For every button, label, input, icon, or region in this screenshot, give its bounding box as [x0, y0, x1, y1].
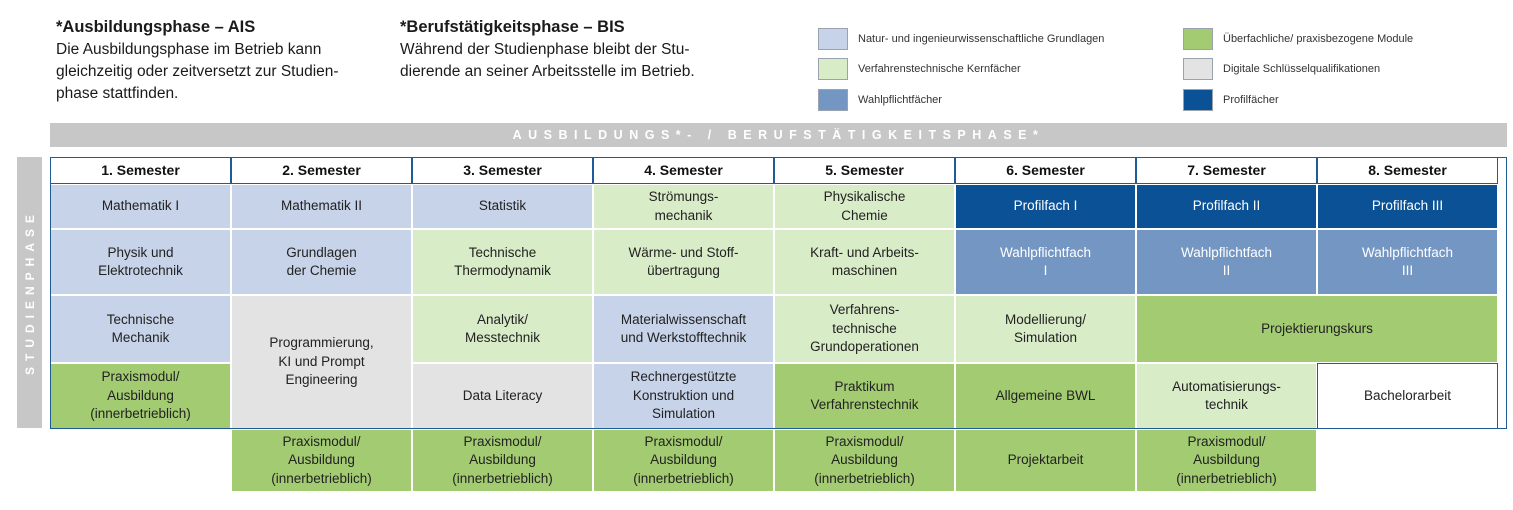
module-mathematik-2: Mathematik II	[231, 184, 412, 229]
module-praxismodul-4: Praxismodul/ Ausbildung (innerbetrieblich)	[593, 429, 774, 492]
module-automatisierungstechnik: Automatisierungs- technik	[1136, 363, 1317, 429]
module-praxismodul-2: Praxismodul/ Ausbildung (innerbetrieblich)	[231, 429, 412, 492]
module-programmierung: Programmierung, KI und Prompt Engineering	[231, 295, 412, 429]
legend-label: Wahlpflichtfächer	[858, 94, 942, 106]
module-modellierung: Modellierung/ Simulation	[955, 295, 1136, 363]
module-allgemeine-bwl: Allgemeine BWL	[955, 363, 1136, 429]
module-analytik: Analytik/ Messtechnik	[412, 295, 593, 363]
phase-bar: AUSBILDUNGS*- / BERUFSTÄTIGKEITSPHASE*	[50, 123, 1507, 147]
module-praktikum: Praktikum Verfahrenstechnik	[774, 363, 955, 429]
module-materialwissenschaft: Materialwissenschaft und Werkstofftechnik	[593, 295, 774, 363]
module-wahlpflicht-3: Wahlpflichtfach III	[1317, 229, 1498, 295]
legend-swatch	[1183, 58, 1213, 80]
module-grundoperationen: Verfahrens- technische Grundoperationen	[774, 295, 955, 363]
module-wahlpflicht-1: Wahlpflichtfach I	[955, 229, 1136, 295]
legend-swatch	[1183, 89, 1213, 111]
legend-label: Profilfächer	[1223, 94, 1279, 106]
semester-header-4: 4. Semester	[593, 157, 774, 184]
legend-item-digital	[1183, 57, 1380, 81]
module-statistik: Statistik	[412, 184, 593, 229]
legend-swatch	[818, 89, 848, 111]
semester-header-8: 8. Semester	[1317, 157, 1498, 184]
semester-header-1: 1. Semester	[50, 157, 231, 184]
legend-item-ueberfachlich	[1183, 27, 1413, 51]
module-praxismodul-5: Praxismodul/ Ausbildung (innerbetrieblich)	[774, 429, 955, 492]
module-wahlpflicht-2: Wahlpflichtfach II	[1136, 229, 1317, 295]
legend-label: Überfachliche/ praxisbezogene Module	[1223, 33, 1414, 45]
module-rechnergestuetzte-konstruktion: Rechnergestützte Konstruktion und Simulation	[593, 363, 774, 429]
module-projektierungskurs: Projektierungskurs	[1136, 295, 1498, 363]
note-text: Während der Studienphase bleibt der Stu- dierende an seiner Arbeitsstelle im Betrieb.	[400, 41, 695, 80]
semester-header-2: 2. Semester	[231, 157, 412, 184]
module-technische-mechanik: Technische Mechanik	[50, 295, 231, 363]
legend-label: Verfahrenstechnische Kernfächer	[858, 63, 1021, 75]
module-data-literacy: Data Literacy	[412, 363, 593, 429]
module-profilfach-1: Profilfach I	[955, 184, 1136, 229]
module-waerme-stoff: Wärme- und Stoff- übertragung	[593, 229, 774, 295]
module-mathematik-1: Mathematik I	[50, 184, 231, 229]
note-title: *Berufstätigkeitsphase – BIS	[400, 18, 625, 36]
semester-header-5: 5. Semester	[774, 157, 955, 184]
module-praxismodul-1: Praxismodul/ Ausbildung (innerbetrieblich)	[50, 363, 231, 429]
module-praxismodul-7: Praxismodul/ Ausbildung (innerbetrieblich)	[1136, 429, 1317, 492]
semester-header-7: 7. Semester	[1136, 157, 1317, 184]
module-thermodynamik: Technische Thermodynamik	[412, 229, 593, 295]
legend-item-verfahren	[818, 57, 1021, 81]
semester-header-3: 3. Semester	[412, 157, 593, 184]
note-ausbildungsphase	[56, 18, 339, 105]
module-physikalische-chemie: Physikalische Chemie	[774, 184, 955, 229]
legend-label: Natur- und ingenieurwissenschaftliche Grundlagen	[858, 33, 1105, 45]
legend-swatch	[818, 28, 848, 50]
module-kraft-arbeitsmaschinen: Kraft- und Arbeits- maschinen	[774, 229, 955, 295]
module-profilfach-3: Profilfach III	[1317, 184, 1498, 229]
module-projektarbeit: Projektarbeit	[955, 429, 1136, 492]
legend-swatch	[1183, 28, 1213, 50]
note-text: Die Ausbildungsphase im Betrieb kann gleichzeitig oder zeitversetzt zur Studien- phase stattfinden.	[56, 41, 339, 102]
legend-label: Digitale Schlüsselqualifikationen	[1223, 63, 1381, 75]
note-title: *Ausbildungsphase – AIS	[56, 18, 256, 36]
module-grundlagen-chemie: Grundlagen der Chemie	[231, 229, 412, 295]
module-praxismodul-3: Praxismodul/ Ausbildung (innerbetrieblich)	[412, 429, 593, 492]
module-stroemungsmechanik: Strömungs- mechanik	[593, 184, 774, 229]
legend-item-profil	[1183, 88, 1279, 112]
legend-item-wahlpflicht	[818, 88, 942, 112]
studienphase-bar	[17, 157, 42, 428]
module-profilfach-2: Profilfach II	[1136, 184, 1317, 229]
note-berufstaetigkeitsphase	[400, 18, 695, 83]
legend-item-natur	[818, 27, 1104, 51]
module-physik: Physik und Elektrotechnik	[50, 229, 231, 295]
semester-header-6: 6. Semester	[955, 157, 1136, 184]
studienphase-label: STUDIENPHASE	[22, 209, 37, 376]
module-bachelorarbeit: Bachelorarbeit	[1317, 363, 1498, 429]
curriculum-grid	[50, 157, 1498, 492]
legend-swatch	[818, 58, 848, 80]
